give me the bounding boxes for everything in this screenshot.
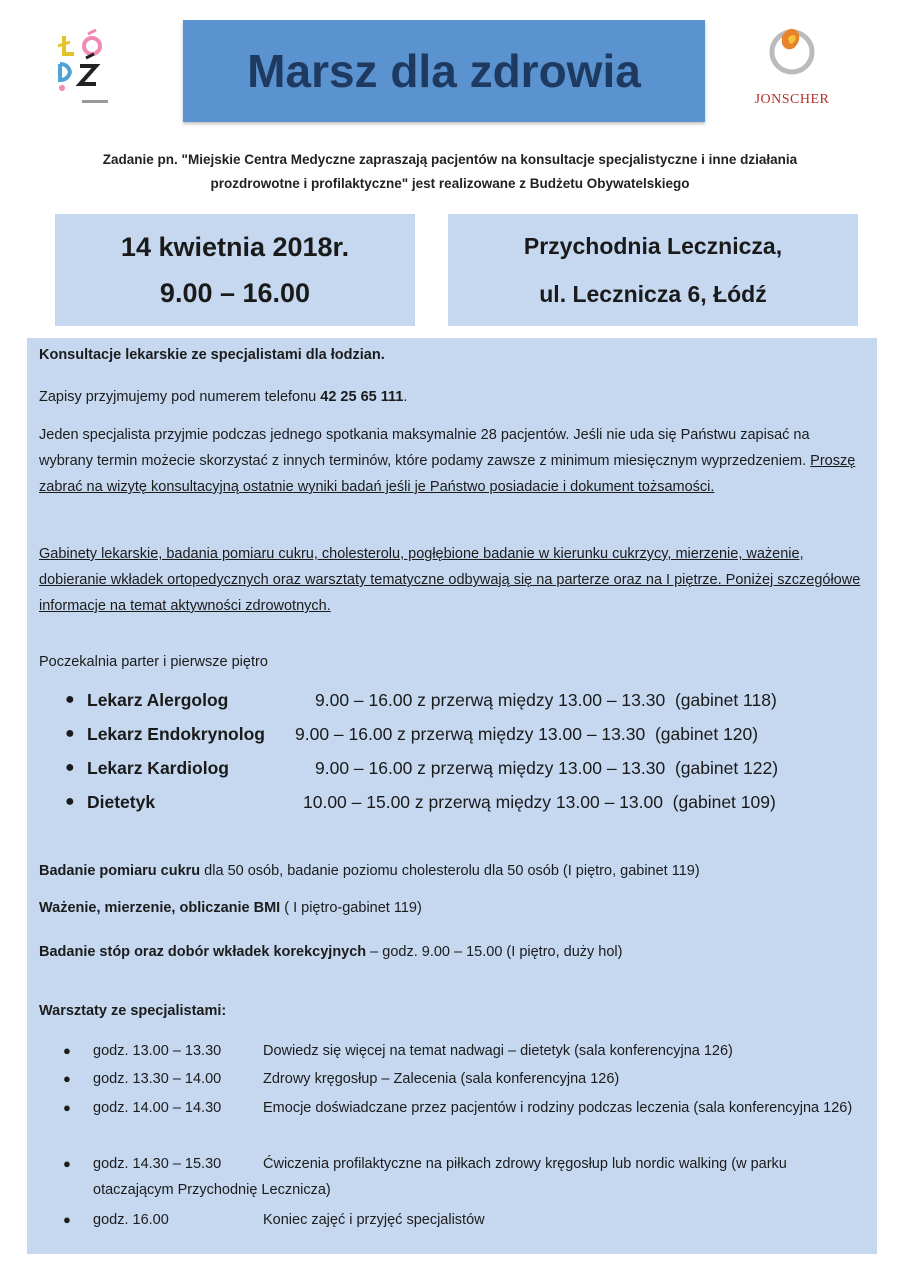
services-paragraph: Gabinety lekarskie, badania pomiaru cukru, cholesterolu, pogłębione badanie w kierunku cukrzycy, mierzenie, ważenie, dobieranie wkładek ortopedycznych oraz warsztaty tematyczne odbywają się na parterze oraz na I piętrze. Poniżej szczegółowe informacje na temat aktywności zdrowotnych. bbox=[39, 546, 861, 614]
title-banner bbox=[183, 20, 705, 122]
specialist-row bbox=[65, 683, 877, 717]
jonscher-wordmark: JONSCHER bbox=[754, 92, 830, 107]
workshop-description: Ćwiczenia profilaktyczne na piłkach zdrowy kręgosłup lub nordic walking (w parku otaczającym Przychodnię Lecznicza) bbox=[93, 1156, 787, 1198]
workshop-time: godz. 13.00 – 13.30 bbox=[93, 1043, 222, 1059]
lodz-logo bbox=[52, 28, 122, 108]
specialist-hours: 10.00 – 15.00 z przerwą między 13.00 – 13.00 (gabinet 109) bbox=[303, 791, 776, 812]
workshop-time: godz. 16.00 bbox=[93, 1212, 169, 1228]
intro-line-1: Zadanie pn. "Miejskie Centra Medyczne zapraszają pacjentów na konsultacje specjalistyczne i inne działania bbox=[102, 152, 798, 167]
feet-test-label: Badanie stóp oraz dobór wkładek korekcyjnych bbox=[39, 944, 367, 960]
sugar-test-line bbox=[39, 858, 864, 884]
bullet-icon: ● bbox=[65, 725, 75, 742]
bullet-icon: ● bbox=[63, 1156, 71, 1171]
bmi-label: Ważenie, mierzenie, obliczanie BMI bbox=[39, 900, 281, 916]
bullet-icon: ● bbox=[65, 691, 75, 708]
specialist-name: Lekarz Kardiolog bbox=[87, 757, 229, 778]
waiting-room-label: Poczekalnia parter i pierwsze piętro bbox=[39, 654, 268, 670]
workshop-description: Emocje doświadczane przez pacjentów i rodziny podczas leczenia (sala konferencyjna 126) bbox=[263, 1100, 853, 1116]
workshop-description: Zdrowy kręgosłup – Zalecenia (sala konferencyjna 126) bbox=[263, 1071, 620, 1087]
workshop-time: godz. 13.30 – 14.00 bbox=[93, 1071, 222, 1087]
place-box bbox=[448, 214, 858, 326]
bullet-icon: ● bbox=[65, 793, 75, 810]
limits-paragraph bbox=[39, 422, 864, 500]
specialist-row bbox=[65, 785, 877, 819]
specialist-row bbox=[65, 717, 877, 751]
specialist-name: Dietetyk bbox=[87, 791, 156, 812]
documents-note: Proszę zabrać na wizytę konsultacyjną ostatnie wyniki badań jeśli je Państwo posiadacie i dokument tożsamości. bbox=[39, 453, 856, 495]
event-hours: 9.00 – 16.00 bbox=[159, 278, 311, 308]
workshop-description: Koniec zajęć i przyjęć specjalistów bbox=[263, 1212, 485, 1228]
bullet-icon: ● bbox=[63, 1100, 71, 1115]
event-date: 14 kwietnia 2018r. bbox=[120, 232, 350, 262]
bullet-icon: ● bbox=[63, 1071, 71, 1086]
phone-prefix: Zapisy przyjmujemy pod numerem telefonu bbox=[39, 389, 321, 405]
place-name: Przychodnia Lecznicza, bbox=[523, 233, 783, 259]
feet-test-details: – godz. 9.00 – 15.00 (I piętro, duży hol) bbox=[366, 944, 623, 960]
specialist-name: Lekarz Endokrynolog bbox=[87, 723, 265, 744]
page-title: Marsz dla zdrowia bbox=[247, 45, 641, 97]
date-box bbox=[55, 214, 415, 326]
consultation-heading: Konsultacje lekarskie ze specjalistami dla łodzian. bbox=[39, 347, 385, 363]
workshop-item bbox=[63, 1066, 873, 1092]
place-address: ul. Lecznicza 6, Łódź bbox=[539, 281, 767, 307]
sugar-test-label: Badanie pomiaru cukru bbox=[39, 863, 201, 879]
info-panel bbox=[27, 338, 877, 1254]
limits-text: Jeden specjalista przyjmie podczas jednego spotkania maksymalnie 28 pacjentów. Jeśli nie uda się Państwu zapisać na wybrany termin możecie skorzystać z innych terminów, które podamy zawsze z minimum miesięcznym wyprzedzeniem. bbox=[39, 427, 811, 469]
bullet-icon: ● bbox=[65, 759, 75, 776]
phone-line bbox=[39, 384, 864, 410]
intro-line-2: prozdrowotne i profilaktyczne" jest realizowane z Budżetu Obywatelskiego bbox=[210, 176, 690, 191]
bmi-details: ( I piętro-gabinet 119) bbox=[280, 900, 422, 916]
specialist-hours: 9.00 – 16.00 z przerwą między 13.00 – 13.30 (gabinet 122) bbox=[315, 757, 779, 778]
workshop-item bbox=[63, 1207, 873, 1233]
phone-suffix: . bbox=[403, 389, 408, 405]
bullet-icon: ● bbox=[63, 1212, 71, 1227]
jonscher-logo bbox=[742, 22, 842, 122]
specialist-row bbox=[65, 751, 877, 785]
workshop-item bbox=[63, 1095, 873, 1147]
bmi-line bbox=[39, 895, 864, 921]
workshop-time: godz. 14.30 – 15.30 bbox=[93, 1156, 222, 1172]
bullet-icon: ● bbox=[63, 1043, 71, 1058]
workshop-time: godz. 14.00 – 14.30 bbox=[93, 1100, 222, 1116]
workshop-item bbox=[63, 1151, 873, 1203]
specialist-name: Lekarz Alergolog bbox=[87, 689, 229, 710]
sugar-test-details: dla 50 osób, badanie poziomu cholesterolu dla 50 osób (I piętro, gabinet 119) bbox=[200, 863, 700, 879]
feet-test-line bbox=[39, 939, 864, 965]
specialist-hours: 9.00 – 16.00 z przerwą między 13.00 – 13.30 (gabinet 120) bbox=[295, 723, 759, 744]
phone-number: 42 25 65 111 bbox=[320, 389, 404, 405]
workshops-heading: Warsztaty ze specjalistami: bbox=[39, 1003, 227, 1019]
workshop-item bbox=[63, 1038, 873, 1064]
workshop-description: Dowiedz się więcej na temat nadwagi – dietetyk (sala konferencyjna 126) bbox=[263, 1043, 733, 1059]
project-intro bbox=[30, 148, 870, 196]
specialist-hours: 9.00 – 16.00 z przerwą między 13.00 – 13.30 (gabinet 118) bbox=[315, 689, 777, 710]
